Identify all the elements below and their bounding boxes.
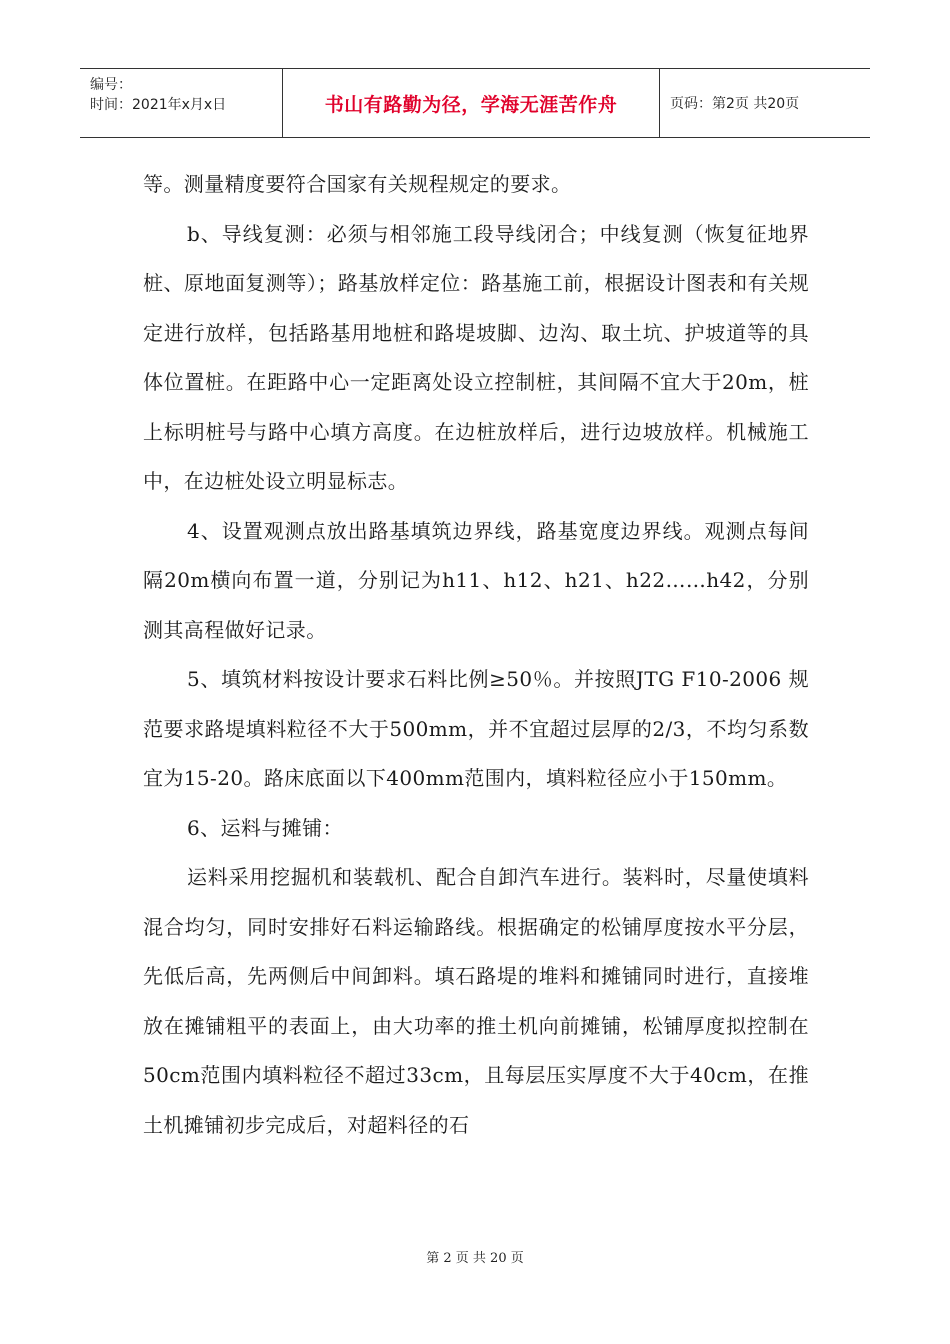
paragraph: 5、填筑材料按设计要求石料比例≥50％。并按照JTG F10-2006 规范要求路堤填料粒径不大于500mm，并不宜超过层厚的2/3，不均匀系数宜为15-20。路床底面以下400mm范围内，填料粒径应小于150mm。	[143, 667, 809, 790]
page-footer: 第 2 页 共 20 页	[426, 1251, 524, 1266]
paragraph: b、导线复测：必须与相邻施工段导线闭合；中线复测（恢复征地界桩、原地面复测等）；路基放样定位：路基施工前，根据设计图表和有关规定进行放样，包括路基用地桩和路堤坡脚、边沟、取土坑、护坡道等的具体位置桩。在距路中心一定距离处设立控制桩，其间隔不宜大于20m，桩上标明桩号与路中心填方高度。在边桩放样后，进行边坡放样。机械施工中，在边桩处设立明显标志。	[143, 221, 809, 493]
paragraph: 4、设置观测点放出路基填筑边界线，路基宽度边界线。观测点每间隔20m横向布置一道，分别记为h11、h12、h21、h22……h42，分别测其高程做好记录。	[143, 518, 809, 642]
page-header	[80, 68, 870, 138]
header-meta	[80, 69, 282, 137]
header-motto: 书山有路勤为径，学海无涯苦作舟	[282, 69, 660, 137]
document-body	[143, 160, 809, 1150]
paragraph: 等。测量精度要符合国家有关规程规定的要求。	[143, 172, 572, 196]
number-label: 编号：	[90, 77, 132, 93]
time-label: 时间：2021年x月x日	[90, 97, 227, 113]
paragraph: 运料采用挖掘机和装载机、配合自卸汽车进行。装料时，尽量使填料混合均匀，同时安排好石料运输路线。根据确定的松铺厚度按水平分层，先低后高，先两侧后中间卸料。填石路堤的堆料和摊铺同时进行，直接堆放在摊铺粗平的表面上，由大功率的推土机向前摊铺，松铺厚度拟控制在50cm范围内填料粒径不超过33cm，且每层压实厚度不大于40cm，在推土机摊铺初步完成后，对超料径的石	[143, 865, 809, 1137]
paragraph: 6、运料与摊铺：	[187, 815, 343, 840]
header-page-info: 页码：第2页 共20页	[670, 96, 800, 112]
